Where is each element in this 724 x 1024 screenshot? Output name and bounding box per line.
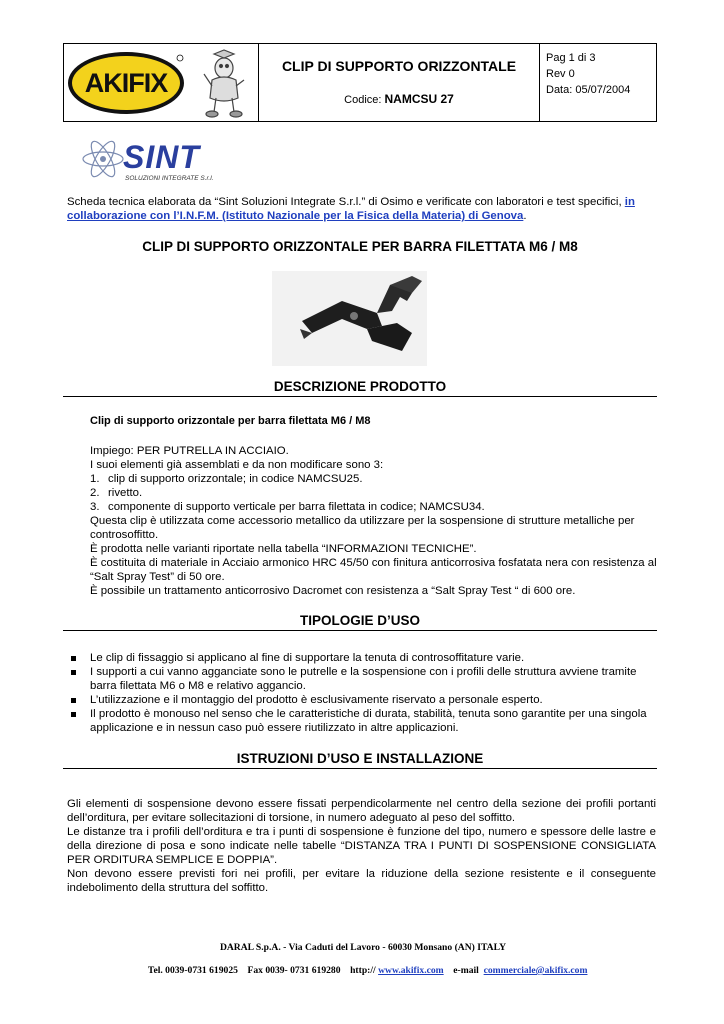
elements-line: I suoi elementi già assemblati e da non modificare sono 3: (90, 459, 384, 471)
email-link[interactable]: commerciale@akifix.com (483, 965, 588, 976)
footer-contacts: Tel. 0039-0731 619025 Fax 0039- 0731 619280 http:// www.akifix.com e-mail commerciale@akifix.com (147, 965, 588, 976)
list-item: Le clip di fissaggio si applicano al fine di supportare la tenuta di controsoffitature varie. (66, 651, 658, 665)
revision: Rev 0 (546, 68, 575, 80)
description-subtitle: Clip di supporto orizzontale per barra filettata M6 / M8 (90, 415, 371, 427)
install-body (67, 797, 656, 895)
bullet-icon (71, 656, 76, 661)
install-heading: ISTRUZIONI D’USO E INSTALLAZIONE (236, 751, 484, 766)
text-line: È prodotta nelle varianti riportate nella tabella “INFORMAZIONI TECNICHE”. (90, 543, 477, 555)
list-item: 3. componente di supporto verticale per barra filettata in codice; NAMCSU34. (90, 501, 485, 513)
install-paragraph: Gli elementi di sospensione devono essere fissati perpendicolarmente nel centro della sezione dei profili portanti dell’orditura, per evitare sollecitazioni di torsione, in numero adeguato al peso del soffitto. (67, 798, 656, 824)
footer-address: DARAL S.p.A. - Via Caduti del Lavoro - 60030 Monsano (AN) ITALY (219, 942, 507, 953)
list-item: Il prodotto è monouso nel senso che le caratteristiche di durata, stabilità, tenuta sono garantite per una singola applicazione e in nessun caso può essere riutilizzato in altre applicazioni. (66, 707, 658, 735)
text-line: È possibile un trattamento anticorrosivo Dacromet con resistenza a “Salt Spray Test “ di 600 ore. (90, 585, 576, 597)
bullet-icon (71, 670, 76, 675)
divider (63, 396, 657, 397)
website-link[interactable]: www.akifix.com (378, 965, 444, 976)
usage-heading: TIPOLOGIE D’USO (299, 613, 420, 628)
footer (63, 942, 663, 987)
install-paragraph: Non devono essere previsti fori nei profili, per evitare la riduzione della sezione resistente e il conseguente indebolimento della struttura del soffitto. (67, 868, 656, 894)
usage-list (66, 651, 658, 735)
document-code: Codice: NAMCSU 27 (344, 92, 454, 106)
product-photo (272, 271, 427, 366)
sint-subtitle: SOLUZIONI INTEGRATE S.r.l. (125, 175, 214, 182)
mascot-icon (204, 50, 244, 117)
logo-text: AKIFIX (84, 68, 168, 98)
header-table (63, 43, 657, 122)
text-line: Questa clip è utilizzata come accessorio metallico da utilizzare per la sospensione di strutture metalliche per controsoffitto. (90, 515, 635, 541)
intro-paragraph: Scheda tecnica elaborata da “Sint Soluzioni Integrate S.r.l.” di Osimo e verificate con laboratori e test specifici, in collaborazione con l’I.N.F.M. (Istituto Nazionale per la Fisica della Materia) di Genova. (67, 196, 635, 222)
bullet-icon (71, 712, 76, 717)
divider (63, 768, 657, 769)
description-heading: DESCRIZIONE PRODOTTO (273, 379, 447, 394)
page-number: Pag 1 di 3 (546, 52, 596, 64)
usage-line: Impiego: PER PUTRELLA IN ACCIAIO. (90, 445, 289, 457)
sint-name: SINT (123, 139, 200, 175)
meta-cell (540, 44, 656, 121)
list-item: 1. clip di supporto orizzontale; in codice NAMCSU25. (90, 473, 363, 485)
main-title: CLIP DI SUPPORTO ORIZZONTALE PER BARRA FILETTATA M6 / M8 (142, 239, 578, 254)
numbered-list (90, 472, 658, 514)
text-line: È costituita di materiale in Acciaio armonico HRC 45/50 con finitura anticorrosiva fosfatata nera con resistenza al “Salt Spray Test” di 50 ore. (90, 557, 657, 583)
bullet-icon (71, 698, 76, 703)
list-item: 2. rivetto. (90, 487, 143, 499)
list-item: L’utilizzazione e il montaggio del prodotto è esclusivamente riservato a personale esperto. (66, 693, 658, 707)
list-item: I supporti a cui vanno agganciate sono le putrelle e la sospensione con i profili delle struttura avviene tramite barra filettata M6 o M8 e relativo aggancio. (66, 665, 658, 693)
document-title: CLIP DI SUPPORTO ORIZZONTALE (281, 58, 517, 74)
document-date: Data: 05/07/2004 (546, 84, 631, 96)
logo-cell (64, 44, 259, 121)
akifix-logo (64, 44, 258, 121)
clip-product-image (272, 271, 427, 366)
install-paragraph: Le distanze tra i profili dell’orditura e tra i punti di sospensione è funzione del tipo, numero e spessore delle lastre e della direzione di posa e sono indicate nelle tabelle “DISTANZA TRA I PUNTI DI SOSPENSIONE CONSIGLIATA PER ORDITURA SEMPLICE E DOPPIA”. (67, 826, 656, 866)
sint-logo (79, 137, 231, 189)
title-cell (259, 44, 540, 121)
divider (63, 630, 657, 631)
infm-link[interactable]: in collaborazione con l’I.N.F.M. (Istituto Nazionale per la Fisica della Materia) di Genova (67, 196, 635, 222)
description-body (90, 444, 658, 598)
